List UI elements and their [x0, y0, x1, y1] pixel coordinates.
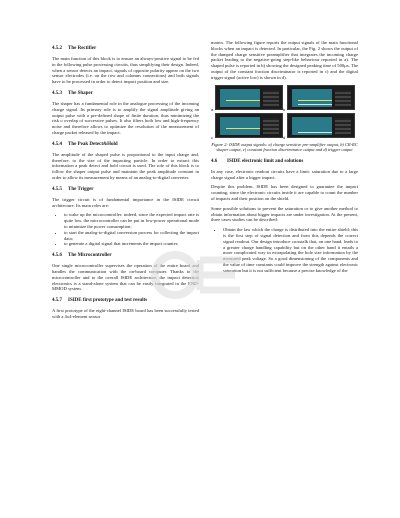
- oscilloscope-photo-b: [287, 85, 355, 110]
- section-number: 4.6: [211, 158, 218, 164]
- figure-label-a: a: [211, 106, 214, 112]
- figure-caption: Figure 2: ISIDE output signals: a) charge sensitive pre-amplifier output, b) CR-RC shaper output, c) constant fraction discriminator output and d) trigger output: [211, 141, 358, 153]
- section-number: 4.5.3: [52, 90, 62, 96]
- paragraph-trigger: The trigger circuit is of fundamental importance in the ISIDE circuit architecture. Its main roles are:: [52, 196, 199, 208]
- scope-screen: [292, 117, 332, 135]
- section-title: The Rectifier: [68, 46, 97, 51]
- limits-case-list: [211, 227, 358, 273]
- list-item: • to generate a digital signal that increments the impact counter;: [64, 241, 199, 247]
- paragraph-limits-2: Despite this problem, ISIDE has been designed to guarantee the impact counting, since the electronic circuits inside it are capable to count the number of impacts and their position on the shield.: [211, 184, 358, 201]
- paragraph-rectifier: The main function of this block is to ensure an always-positive signal to be fed in the following pulse processing circuits, thus simplifying their design. Indeed, when a sensor detects an impact, signals of opposite polarity appear on the two sensor electrodes (i.e. on the row and columns connections) and both signals have to be processed in order to detect impact position and size.: [52, 56, 199, 85]
- section-number: 4.5.6: [52, 253, 62, 259]
- signal-trace: [298, 104, 332, 105]
- scope-screen: [220, 89, 260, 107]
- signal-trace: [298, 132, 332, 133]
- section-title: ISIDE first prototype and test results: [68, 298, 148, 304]
- section-heading-trigger: [52, 187, 199, 193]
- section-heading-shaper: [52, 91, 199, 97]
- figure-label-b: b: [283, 106, 286, 112]
- right-column: [211, 40, 358, 278]
- list-item: • to wake up the microcontroller: indeed, since the expected impact rate is quite low, the microcontroller can be put in low-power operational mode to minimize the power consumption;: [64, 212, 199, 229]
- list-item: • to start the analog-to-digital conversion process for collecting the impact data;: [64, 230, 199, 242]
- scope-controls: [263, 90, 279, 106]
- scope-controls: [263, 118, 279, 134]
- signal-trace: [226, 128, 260, 129]
- paragraph-peak-detect: The amplitude of the shaped pulse is proportional to the input charge and, therefore, to the size of the impacting particle. In order to extract this information a peak detect and hold circuit is used. The role of this block is to follow the shaper output pulse and maintain the peak amplitude constant in order to allow its measurement by means of an analog-to-digital converter.: [52, 151, 199, 180]
- paragraph-limits-1: In any case, electronic readout circuits have a limit: saturation due to a large charge signal after a bigger impact.: [211, 168, 358, 180]
- oscilloscope-photo-c: [215, 113, 286, 140]
- trigger-role-list: [52, 212, 199, 247]
- figure-label-c: c: [211, 134, 213, 140]
- oscilloscope-photo-a: [215, 85, 286, 112]
- section-number: 4.5.4: [52, 141, 62, 147]
- paragraph-limits-3: Some possible solutions to prevent the saturation or to give another method to obtain information about bigger impacts are under investigation. At the present, three cases studies can be described:: [211, 205, 358, 223]
- section-number: 4.5.7: [52, 298, 62, 304]
- section-heading-rectifier: [52, 46, 199, 52]
- section-title: The Trigger: [68, 186, 94, 192]
- signal-trace: [226, 100, 260, 101]
- figure-oscilloscope-grid: [211, 85, 358, 139]
- oscilloscope-photo-d: [287, 113, 355, 138]
- section-heading-microcontroller: [52, 253, 199, 259]
- paragraph-microcontroller: One single microcontroller supervises the operation of the entire board and handles the communication with the on-board computer. Thanks to the microcontroller and to the overall ISIDE architecture, the impact detection electronics is a stand-alone system that can be easily integrated in the END-MMOD system.: [52, 263, 199, 292]
- left-column: [52, 40, 199, 324]
- section-title: The Shaper: [68, 90, 93, 96]
- scope-controls: [335, 90, 351, 106]
- section-heading-limits: [211, 159, 358, 165]
- scope-screen: [220, 117, 260, 135]
- section-title: The Peak Detect&Hold: [68, 141, 118, 147]
- paragraph-prototype: A first prototype of the eight-channel ISIDE board has been successfully tested with a 4x4-element sensor: [52, 308, 199, 319]
- section-title: The Microcontroller: [68, 253, 112, 259]
- scope-screen: [292, 89, 332, 107]
- section-title: ISIDE electronic limit and solutions: [227, 158, 304, 164]
- section-heading-peak-detect: [52, 142, 199, 148]
- list-item: • Obtain the law which the charge is distributed into the entire shield; this is the first step of signal detection and from this depends the correct signal readout. Our design introduce crosstalk that, on one hand, leads to a greater charge handling capability but on the other hand it entails a more complicated way in extrapolating the hole size information by the measured peak voltage. So a good dimensioning of the components and the value of time constants could improve the strength against electronic saturation but it is not sufficient because a precise knowledge of the: [223, 227, 358, 273]
- section-heading-prototype: [52, 298, 199, 304]
- paragraph-matrix: matrix. The following figure reports the output signals of the main functional blocks when an impact is detected. In particular, the Fig. 2 shows the output of the dumped charge sensitive preamplifier that integrates the incoming charge packet leading to the negative-going step-like behaviour reported in a). The shaped pulse is reported in b) showing the designed peaking time of 500µs. The output of the constant fraction discriminator is reported in c) and the digital trigger signal (active low) is shown in d).: [211, 40, 358, 80]
- signal-trace: [298, 100, 332, 101]
- scope-controls: [335, 118, 351, 134]
- section-number: 4.5.5: [52, 186, 62, 192]
- figure-label-d: d: [283, 134, 286, 140]
- section-number: 4.5.2: [52, 46, 62, 51]
- paragraph-shaper: The shaper has a fundamental role in the analogue processing of the incoming charge signal. Its primary role is to amplify the signal amplitude giving an output pulse with a pre-defined shape of finite duration, thus minimizing the risk o overlap of successive pulses. It also filters both low and high-frequency noise and therefore allows to optimize the resolution of the measurement of charge packet released by the impact.: [52, 100, 199, 135]
